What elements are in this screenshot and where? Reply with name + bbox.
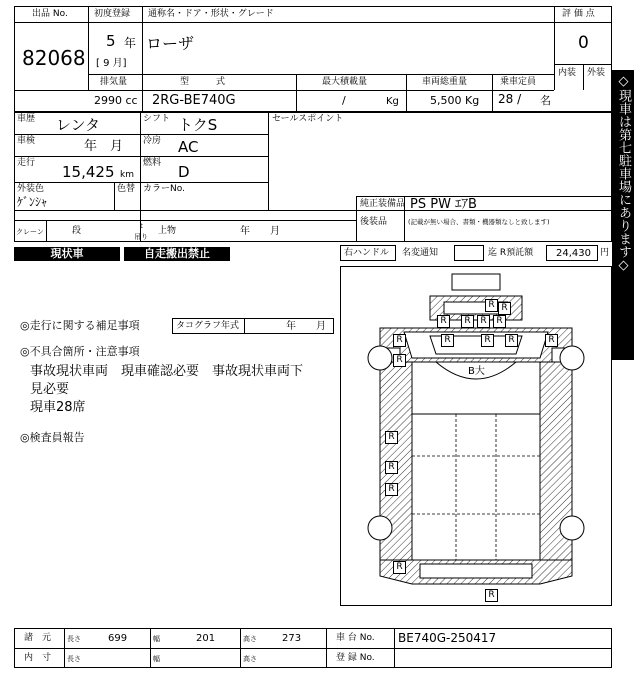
driving-notes-label: ◎走行に関する補足事項 (20, 319, 140, 332)
inspection-label: 車検 (17, 136, 36, 146)
fuel: D (178, 163, 190, 181)
exterior-label: 外装 (587, 68, 606, 78)
deposit-unit: 円 (600, 248, 610, 258)
damage-mark-r: R (505, 334, 518, 347)
damage-mark-r: R (461, 315, 474, 328)
name-change-label: 名変通知 (402, 248, 439, 258)
max-load-unit: Kg (386, 96, 399, 107)
displacement-label: 排気量 (100, 77, 128, 87)
no-self-drive-banner: 自走搬出禁止 (124, 247, 230, 261)
body-date: 年 月 (240, 226, 280, 237)
crane-tier: 段 (72, 226, 82, 236)
crane-label: クレーン (16, 228, 44, 236)
aircon-label: 冷房 (143, 136, 162, 146)
damage-mark-r: R (441, 334, 454, 347)
defects-line3: 現車28席 (30, 400, 86, 415)
damage-mark-r: R (481, 334, 494, 347)
rhd: 右ハンドル (344, 248, 390, 258)
interior-label: 内装 (558, 68, 577, 78)
crane-ton: t (140, 222, 143, 230)
ext-color-label: 外装色 (17, 184, 45, 194)
body-label: 上物 (158, 226, 177, 236)
aftermarket-note: (記載が無い場合、書類・機器類なしと致します) (408, 218, 550, 226)
height-label: 高さ (243, 635, 257, 643)
ext-color: ｹﾞﾝｼｬ (17, 195, 48, 209)
reg-label: 登 録 No. (336, 653, 375, 663)
length-label: 長さ (67, 635, 81, 643)
mileage-label: 走行 (17, 158, 36, 168)
aircon: AC (178, 138, 199, 156)
inner-length-label: 長さ (67, 655, 81, 663)
aftermarket-label: 後装品 (360, 217, 388, 227)
damage-mark-r: R (385, 431, 398, 444)
tacho-date: 年 月 (286, 321, 326, 332)
fuel-label: 燃料 (143, 158, 162, 168)
length: 699 (108, 633, 128, 644)
max-load-sep: / (342, 94, 346, 107)
damage-label: B大 (468, 366, 485, 377)
equipment: PS PW ｴｱB (410, 197, 477, 212)
lot-no: 82068 (22, 46, 86, 70)
lot-no-label: 出品 No. (32, 9, 68, 19)
year-unit: 年 (124, 36, 137, 50)
capacity-label: 乗車定員 (500, 77, 537, 87)
capacity: 28 / (498, 92, 522, 106)
deposit: 24,430 (556, 248, 591, 259)
displacement: 2990 cc (94, 94, 138, 107)
defects-line1: 事故現状車両 現車確認必要 事故現状車両下 (30, 364, 304, 379)
mileage: 15,425 (62, 163, 115, 181)
name-change-box (454, 245, 484, 261)
damage-mark-r: R (485, 589, 498, 602)
max-load-label: 最大積載量 (322, 77, 368, 87)
inspection: 年 月 (84, 139, 124, 154)
side-banner-text: ◇現車は第七駐車場にあります◇ (616, 74, 631, 273)
tacho-label: タコグラフ年式 (176, 321, 240, 331)
damage-mark-r: R (493, 315, 506, 328)
inner-height-label: 高さ (243, 655, 257, 663)
inner-width-label: 幅 (153, 655, 160, 663)
first-reg-year: 5 (106, 32, 116, 50)
damage-mark-r: R (437, 315, 450, 328)
model-name: ローザ (146, 34, 195, 53)
type-code: 2RG-BE740G (152, 93, 236, 108)
type-label: 型 式 (180, 77, 226, 87)
damage-mark-r: R (498, 302, 511, 315)
history: レンタ (56, 116, 101, 134)
defects-label: ◎不具合箇所・注意事項 (20, 345, 140, 358)
shift-label: シフト (143, 114, 171, 124)
first-reg-label: 初度登録 (94, 9, 131, 19)
mileage-unit: km (120, 170, 134, 180)
bus-diagram (340, 266, 612, 606)
color-no-label: カラーNo. (143, 184, 185, 194)
spec-label: 諸 元 (24, 633, 52, 643)
damage-mark-r: R (393, 334, 406, 347)
damage-mark-r: R (477, 315, 490, 328)
width: 201 (196, 633, 216, 644)
first-reg-month: [ 9 月] (96, 58, 127, 69)
shift: トクS (178, 116, 218, 134)
inspector-report-label: ◎検査員報告 (20, 431, 85, 444)
damage-mark-r: R (485, 299, 498, 312)
chassis-label: 車 台 No. (336, 633, 375, 643)
width-label: 幅 (153, 635, 160, 643)
chassis: BE740G-250417 (398, 631, 497, 645)
damage-mark-r: R (545, 334, 558, 347)
crane-hook: 吊り (134, 233, 148, 241)
equipment-label: 純正装備品 (360, 199, 406, 209)
gross-weight: 5,500 Kg (430, 94, 480, 107)
score-label: 評 価 点 (562, 9, 595, 19)
damage-mark-r: R (385, 483, 398, 496)
damage-mark-r: R (393, 561, 406, 574)
defects-line2: 見必要 (30, 382, 70, 397)
score: 0 (578, 33, 589, 53)
history-label: 車歴 (17, 114, 36, 124)
color-change-label: 色替 (117, 184, 136, 194)
selling-points-label: セールスポイント (272, 114, 344, 124)
current-condition-banner: 現状車 (14, 247, 120, 261)
damage-mark-r: R (393, 354, 406, 367)
deposit-label: 迄 R預託額 (488, 248, 534, 258)
capacity-unit: 名 (540, 94, 551, 107)
model-name-label: 通称名・ドア・形状・グレード (148, 9, 274, 19)
damage-mark-r: R (385, 461, 398, 474)
inner-dims-label: 内 寸 (24, 653, 52, 663)
gross-weight-label: 車両総重量 (422, 77, 468, 87)
height: 273 (282, 633, 302, 644)
